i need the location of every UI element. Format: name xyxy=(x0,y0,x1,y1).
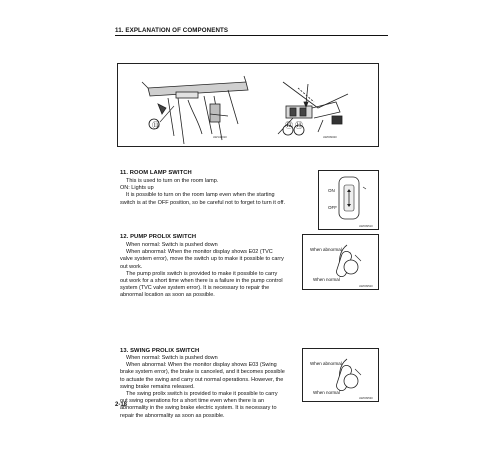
when-normal-label: When normal xyxy=(313,277,340,282)
text-line: swing brake remains released. xyxy=(120,383,195,390)
room-lamp-title: 11. ROOM LAMP SWITCH xyxy=(120,170,192,176)
text-line: The pump prolix switch is provided to make it possible to carry xyxy=(126,270,278,277)
text-line: abnormal location as soon as possible. xyxy=(120,292,215,299)
figure-code: AW009530 xyxy=(359,396,373,400)
swing-prolix-switch-figure xyxy=(302,348,379,402)
text-line: to actuate the swing and carry out normal operations. However, the xyxy=(120,376,284,383)
callout-11: ⑪ xyxy=(152,121,160,130)
switch-on-label: ON xyxy=(328,188,335,193)
text-line: out work for a short time when there is a failure in the pump control xyxy=(120,278,283,285)
when-abnormal-label: When abnormal xyxy=(310,247,342,252)
when-abnormal-label: When abnormal xyxy=(310,361,342,366)
text-line: switch is at the OFF position, so be careful not to forget to turn it off. xyxy=(120,199,285,206)
callout-12-13: ⑫⑬ xyxy=(285,121,305,130)
section-header: 11. EXPLANATION OF COMPONENTS xyxy=(115,27,388,36)
text-line: This is used to turn on the room lamp. xyxy=(126,178,219,184)
text-line: valve system error), move the switch up to make it possible to carry xyxy=(120,256,284,263)
when-normal-label: When normal xyxy=(313,390,340,395)
text-line: When abnormal: When the monitor display shows E03 (Swing xyxy=(126,362,277,369)
text-line: out work. xyxy=(120,263,143,270)
text-line: The swing prolix switch is provided to make it possible to carry xyxy=(126,391,278,398)
pump-prolix-switch-figure xyxy=(302,234,379,290)
text-line: ON: Lights up xyxy=(120,185,154,192)
pump-prolix-title: 12. PUMP PROLIX SWITCH xyxy=(120,234,197,240)
text-line: abnormality in the swing brake electric system. It is necessary to xyxy=(120,405,277,412)
text-line: It is possible to turn on the room lamp even when the starting xyxy=(126,192,275,199)
rocker-switch-icon xyxy=(319,171,380,231)
figure-code-right: AW009020 xyxy=(323,135,337,139)
toggle-switch-icon xyxy=(303,235,380,291)
room-lamp-text xyxy=(120,178,310,207)
pump-prolix-text xyxy=(120,242,298,300)
figure-code-left: AW146010 xyxy=(213,135,227,139)
text-line: brake system error), the brake is canceled, and it becomes possible xyxy=(120,369,285,376)
text-line: When normal: Switch is pushed down xyxy=(126,242,218,248)
text-line: system (TVC valve system error). It is necessary to repair the xyxy=(120,285,270,292)
text-line: When normal: Switch is pushed down xyxy=(126,355,218,361)
text-line: out swing operations for a short time even when there is an xyxy=(120,398,264,405)
room-lamp-switch-figure xyxy=(318,170,379,230)
page-number: 2-18 xyxy=(115,402,128,408)
cab-ceiling-illustration xyxy=(118,64,380,148)
swing-prolix-title: 13. SWING PROLIX SWITCH xyxy=(120,348,200,354)
text-line: When abnormal: When the monitor display shows E02 (TVC xyxy=(126,249,273,256)
switch-off-label: OFF xyxy=(328,205,337,210)
top-figure xyxy=(117,63,379,147)
text-line: repair the abnormality as soon as possible. xyxy=(120,412,225,419)
figure-code: AW009520 xyxy=(359,284,373,288)
figure-code: AW009510 xyxy=(359,224,373,228)
swing-prolix-text xyxy=(120,355,298,420)
